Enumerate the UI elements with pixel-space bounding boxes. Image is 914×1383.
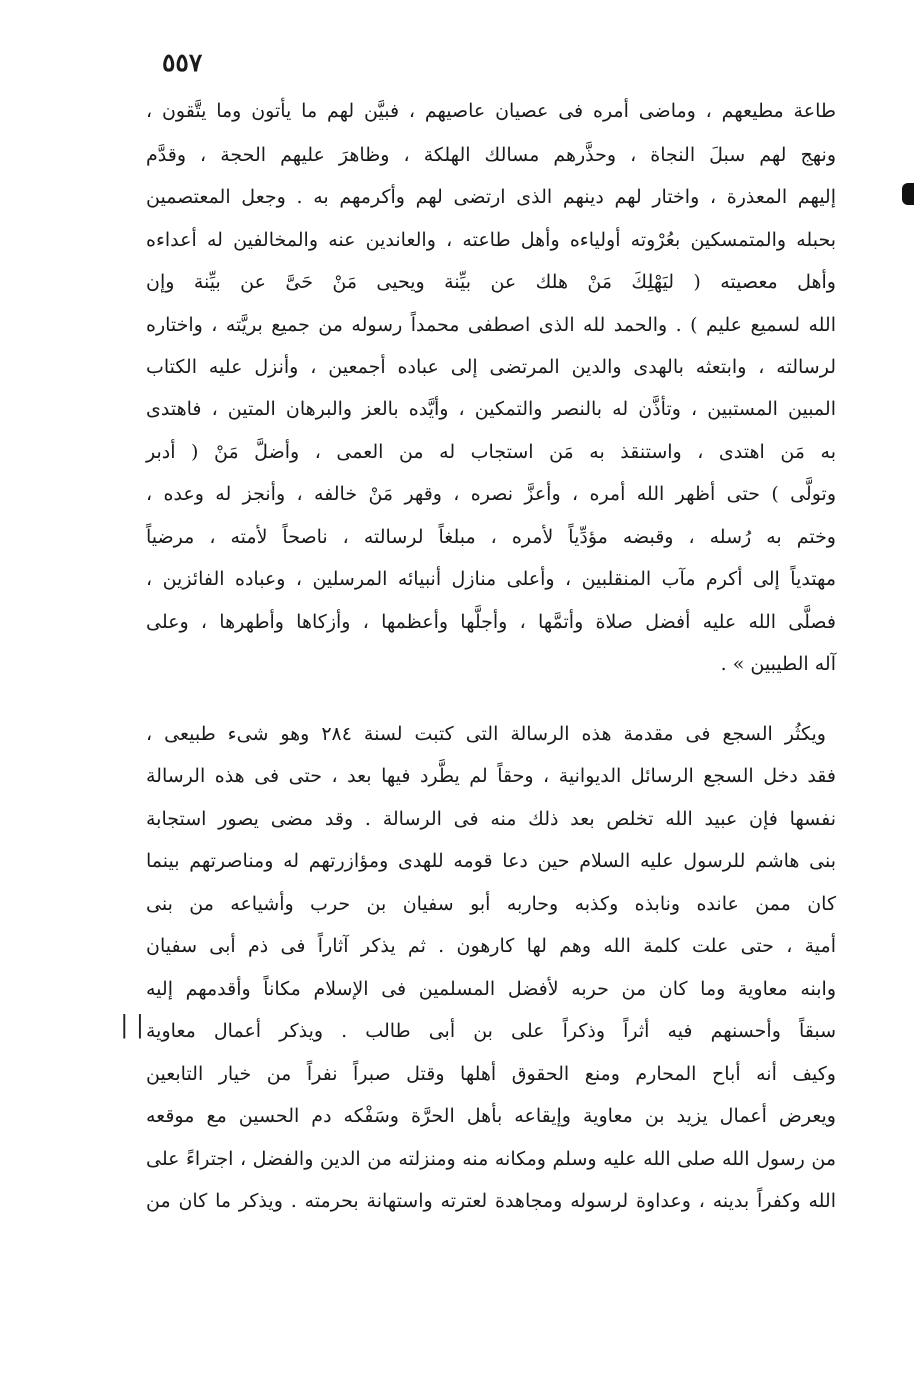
paragraph-2-line: بنى هاشم للرسول عليه السلام حين دعا قومه للهدى ومؤازرتهم له ومناصرتهم بينما bbox=[146, 850, 836, 872]
paragraph-2-line: ويكثُر السجع فى مقدمة هذه الرسالة التى كتبت لسنة ٢٨٤ وهو شىء طبيعى ، bbox=[146, 723, 826, 745]
paragraph-1-line: وأهل معصيته ( ليَهْلِكَ مَنْ هلك عن بيِّنة ويحيى مَنْ حَىَّ عن بيِّنة وإن bbox=[146, 271, 836, 293]
paragraph-1-line: وتولَّى ) حتى أظهر الله أمره ، وأعزَّ نصره ، وقهر مَنْ خالفه ، وأنجز له وعده ، bbox=[146, 483, 836, 505]
paragraph-1-line: المبين المستبين ، وتأذَّن له بالنصر والتمكين ، وأيَّده بالعز والبرهان المتين ، فاهتدى bbox=[146, 398, 836, 420]
paragraph-2-line: وكيف أنه أباح المحارم ومنع الحقوق أهلها وقتل صبراً نفراً من خيار التابعين bbox=[146, 1063, 836, 1085]
paragraph-2-line: نفسها فإن عبيد الله تخلص بعد ذلك منه فى الرسالة . وقد مضى يصور استجابة bbox=[146, 808, 836, 830]
paragraph-1-line: آله الطيبين » . bbox=[720, 653, 836, 675]
paragraph-1-line: بحبله والمتمسكين بعُرْوته أولياءه وأهل طاعته ، والعاندين عنه والمخالفين له أعداءه bbox=[146, 229, 836, 251]
page-number: ٥٥٧ bbox=[162, 48, 203, 77]
margin-bars: | | bbox=[120, 1011, 144, 1039]
paragraph-1-line: وختم به رُسله ، وقبضه مؤدِّياً لأمره ، مبلغاً لرسالته ، ناصحاً لأمته ، مرضياً bbox=[146, 526, 836, 548]
paragraph-1-line: به مَن اهتدى ، واستنقذ به مَن استجاب له من العمى ، وأضلَّ مَنْ ( أدبر bbox=[146, 441, 836, 463]
paragraph-1-line: ونهج لهم سبلَ النجاة ، وحذَّرهم مسالك الهلكة ، وظاهرَ عليهم الحجة ، وقدَّم bbox=[146, 144, 836, 166]
paragraph-1-line: طاعة مطيعهم ، وماضى أمره فى عصيان عاصيهم ، فبيَّن لهم ما يأتون وما يتَّقون ، bbox=[146, 100, 836, 122]
paragraph-2-line: سبقاً وأحسنهم فيه أثراً وذكراً على بن أبى طالب . ويذكر أعمال معاوية bbox=[146, 1020, 836, 1042]
paragraph-2-line: وابنه معاوية وما كان من حربه لأفضل المسلمين فى الإسلام مكاناً وأقدمهم إليه bbox=[146, 978, 836, 1000]
paragraph-1-line: الله لسميع عليم ) . والحمد لله الذى اصطفى محمداً رسوله من جميع بريَّته ، واختاره bbox=[146, 314, 836, 336]
paragraph-1-line: فصلَّى الله عليه أفضل صلاة وأتمَّها ، وأجلَّها وأعظمها ، وأزكاها وأطهرها ، وعلى bbox=[146, 611, 836, 633]
paragraph-2-line: كان ممن عانده ونابذه وكذبه وحاربه أبو سفيان بن حرب وأشياعه من بنى bbox=[146, 893, 836, 915]
paragraph-2-line: الله وكفراً بدينه ، وعداوة لرسوله ومجاهدة لعترته واستهانة بحرمته . ويذكر ما كان من bbox=[146, 1190, 836, 1212]
margin-tab-mark bbox=[902, 183, 914, 205]
paragraph-1-line: مهتدياً إلى أكرم مآب المنقلبين ، وأعلى منازل أنبيائه المرسلين ، وعباده الفائزين ، bbox=[146, 568, 836, 590]
paragraph-2-line: فقد دخل السجع الرسائل الديوانية ، وحقاً لم يطَّرد فيها بعد ، حتى فى هذه الرسالة bbox=[146, 765, 836, 787]
paragraph-2-line: ويعرض أعمال يزيد بن معاوية وإيقاعه بأهل الحرَّة وسَفْكه دم الحسين مع موقعه bbox=[146, 1105, 836, 1127]
paragraph-2-line: من رسول الله صلى الله عليه وسلم ومكانه منه ومنزلته من الدين والفضل ، اجتراءً على bbox=[146, 1148, 836, 1170]
paragraph-1-line: إليهم المعذرة ، واختار لهم دينهم الذى ارتضى لهم وأكرمهم به . وجعل المعتصمين bbox=[146, 186, 836, 208]
paragraph-2-line: أمية ، حتى علت كلمة الله وهم لها كارهون . ثم يذكر آثاراً فى ذم أبى سفيان bbox=[146, 935, 836, 957]
paragraph-1-line: لرسالته ، وابتعثه بالهدى والدين المرتضى إلى عباده أجمعين ، وأنزل عليه الكتاب bbox=[146, 356, 836, 378]
